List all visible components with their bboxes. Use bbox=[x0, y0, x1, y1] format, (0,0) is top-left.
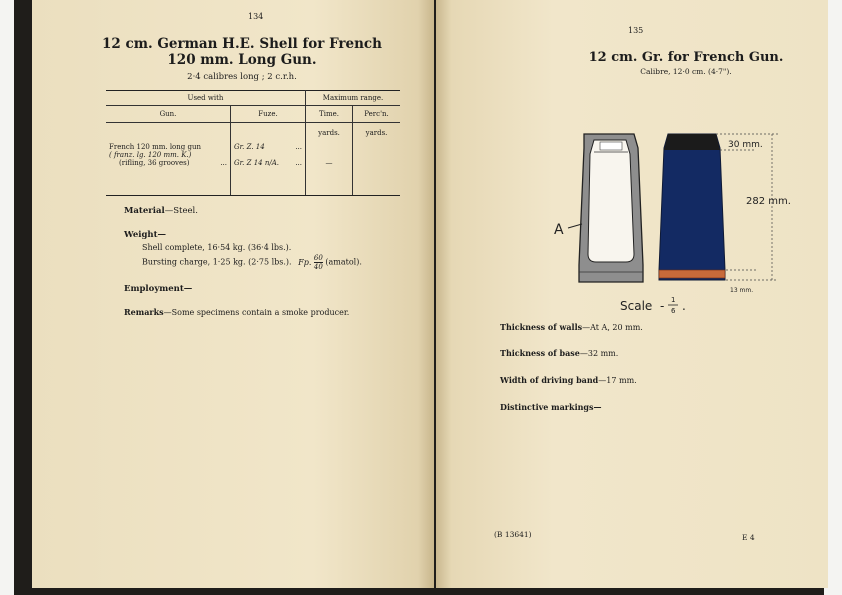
arrow-a bbox=[568, 224, 582, 228]
scale-num: 1 bbox=[671, 296, 676, 304]
thickness-base-label: Thickness of base bbox=[500, 348, 580, 358]
footer-left: (B 13641) bbox=[494, 530, 532, 539]
header-used-with: Used with bbox=[106, 91, 306, 106]
scale-dash: - bbox=[660, 299, 665, 313]
employment-label: Employment— bbox=[124, 284, 193, 294]
thickness-base-value: —32 mm. bbox=[579, 349, 619, 358]
scale-text: Scale bbox=[620, 299, 653, 313]
remarks-line bbox=[124, 307, 349, 317]
scale-label bbox=[620, 296, 686, 315]
dim-length-label: 282 mm. bbox=[746, 196, 791, 207]
page-title: 12 cm. Gr. for French Gun. bbox=[588, 50, 784, 65]
gun-cell bbox=[106, 123, 231, 196]
col-gun: Gun. bbox=[106, 106, 231, 123]
gun-line-2: ( franz. lg. 120 mm. K.) bbox=[109, 151, 192, 159]
page-title bbox=[72, 36, 412, 68]
band-width-line bbox=[500, 375, 637, 385]
shell-diagram bbox=[546, 120, 806, 320]
band-width-value: —17 mm. bbox=[598, 376, 637, 385]
scale-den: 6 bbox=[671, 307, 676, 315]
shell-body bbox=[659, 134, 725, 280]
material-label: Material bbox=[124, 206, 165, 216]
fuze-row-1 bbox=[234, 143, 302, 151]
shell-head bbox=[664, 134, 720, 150]
fuze-row-2 bbox=[234, 159, 302, 167]
fuze-1-dots: ... bbox=[295, 143, 302, 151]
gun-line-1: French 120 mm. long gun bbox=[109, 143, 201, 151]
title-line-1: 12 cm. German H.E. Shell for French bbox=[102, 36, 382, 52]
page-number: 134 bbox=[248, 12, 264, 21]
time-value: — bbox=[325, 159, 333, 167]
fuze-2: Gr. Z 14 n/A. bbox=[234, 159, 279, 167]
weight-line-2: Bursting charge, 1·25 kg. (2·75 lbs.). bbox=[142, 257, 292, 267]
weight-line-1: Shell complete, 16·54 kg. (36·4 lbs.). bbox=[142, 243, 292, 252]
weight-label: Weight— bbox=[124, 230, 167, 240]
driving-band bbox=[659, 270, 725, 278]
thickness-walls-line bbox=[500, 322, 643, 332]
time-units: yards. bbox=[318, 129, 340, 137]
col-fuze: Fuze. bbox=[231, 106, 306, 123]
shell-elevation bbox=[659, 134, 725, 280]
markings-label: Distinctive markings— bbox=[500, 402, 602, 412]
footer-right: E 4 bbox=[742, 533, 755, 542]
weight-frac-den: 40 bbox=[313, 263, 323, 271]
label-a: A bbox=[554, 222, 564, 238]
col-percn: Perc'n. bbox=[353, 106, 401, 123]
thickness-walls-value: —At A, 20 mm. bbox=[582, 323, 643, 332]
gun-line-3-row bbox=[109, 159, 227, 167]
header-max-range: Maximum range. bbox=[306, 91, 401, 106]
page-subtitle: Calibre, 12·0 cm. (4·7"). bbox=[640, 67, 732, 76]
scale-period: . bbox=[682, 299, 686, 313]
fuze-2-dots: ... bbox=[295, 159, 302, 167]
data-table bbox=[106, 90, 400, 196]
weight-fraction bbox=[314, 254, 323, 271]
book-spread bbox=[14, 0, 824, 595]
col-time: Time. bbox=[306, 106, 353, 123]
left-page bbox=[32, 0, 434, 588]
remarks-value: —Some specimens contain a smoke producer. bbox=[163, 308, 350, 317]
right-page bbox=[436, 0, 828, 588]
page-number: 135 bbox=[628, 26, 644, 35]
fuze-cell bbox=[231, 123, 306, 196]
dim-top-label: 30 mm. bbox=[728, 140, 763, 150]
weight-amatol: (amatol). bbox=[325, 257, 362, 267]
remarks-label: Remarks bbox=[124, 307, 164, 317]
percn-cell bbox=[353, 123, 401, 196]
weight-frac-num: 60 bbox=[313, 254, 323, 262]
band-width-label: Width of driving band bbox=[500, 375, 599, 385]
shell-cross-section bbox=[579, 134, 643, 282]
weight-line-2-row bbox=[142, 254, 362, 271]
percn-units: yards. bbox=[365, 129, 388, 137]
dimension-lines bbox=[716, 134, 778, 280]
thickness-base-line bbox=[500, 348, 618, 358]
dim-band-label: 13 mm. bbox=[730, 287, 754, 294]
page-subtitle: 2·4 calibres long ; 2 c.r.h. bbox=[187, 72, 297, 82]
gun-line-3: (rifling, 36 grooves) bbox=[119, 159, 190, 167]
title-line-2: 120 mm. Long Gun. bbox=[167, 52, 317, 68]
gun-dots: ... bbox=[220, 159, 227, 167]
fuze-1: Gr. Z. 14 bbox=[234, 143, 265, 151]
material-value: —Steel. bbox=[164, 206, 198, 216]
thickness-walls-label: Thickness of walls bbox=[500, 322, 583, 332]
material-line bbox=[124, 206, 198, 216]
time-cell bbox=[306, 123, 353, 196]
weight-fp: Fp. bbox=[298, 257, 312, 267]
